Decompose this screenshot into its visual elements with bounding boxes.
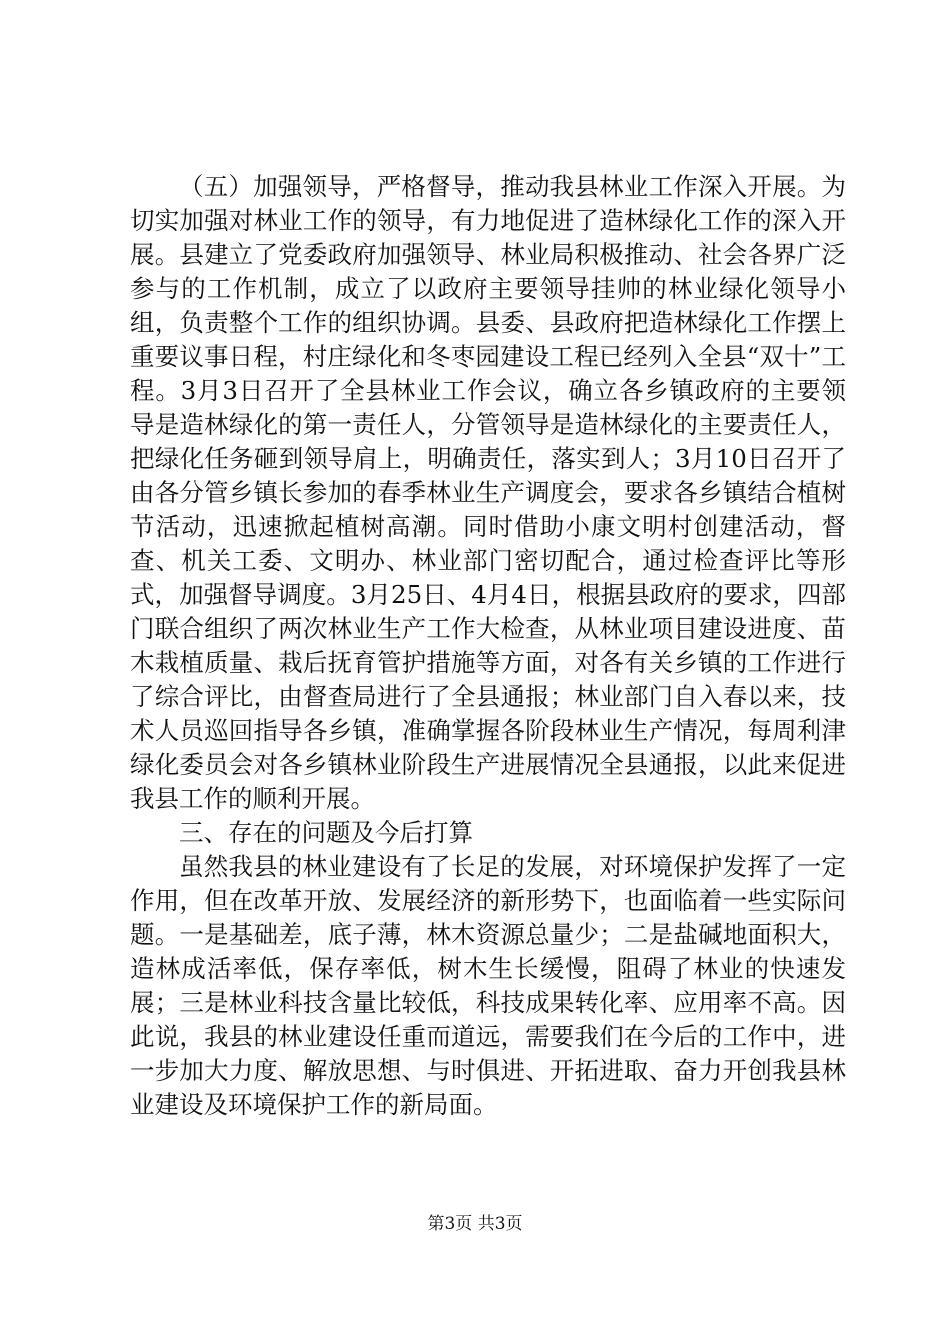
paragraph-problems: 虽然我县的林业建设有了长足的发展，对环境保护发挥了一定作用，但在改革开放、发展经济的新形势下，也面临着一些实际问题。一是基础差，底子薄，林木资源总量少；二是盐碱地面积大，造林成活率低，保存率低，树木生长缓慢，阻碍了林业的快速发展；三是林业科技含量比较低，科技成果转化率、应用率不高。因此说，我县的林业建设任重而道远，需要我们在今后的工作中，进一步加大力度、解放思想、与时俱进、开拓进取、奋力开创我县林业建设及环境保护工作的新局面。 [130,852,846,1119]
section-heading-problems: 三、存在的问题及今后打算 [179,818,473,847]
page-footer: 第3页 共3页 [427,1214,523,1234]
document-body [130,170,846,1122]
paragraph-leadership: （五）加强领导，严格督导，推动我县林业工作深入开展。为切实加强对林业工作的领导，有力地促进了造林绿化工作的深入开展。县建立了党委政府加强领导、林业局积极推动、社会各界广泛参与的工作机制，成立了以政府主要领导挂帅的林业绿化领导小组，负责整个工作的组织协调。县委、县政府把造林绿化工作摆上重要议事日程，村庄绿化和冬枣园建设工程已经列入全县“双十”工程。3月3日召开了全县林业工作会议，确立各乡镇政府的主要领导是造林绿化的第一责任人，分管领导是造林绿化的主要责任人，把绿化任务砸到领导肩上，明确责任，落实到人；3月10日召开了由各分管乡镇长参加的春季林业生产调度会，要求各乡镇结合植树节活动，迅速掀起植树高潮。同时借助小康文明村创建活动，督查、机关工委、文明办、林业部门密切配合，通过检查评比等形式，加强督导调度。3月25日、4月4日，根据县政府的要求，四部门联合组织了两次林业生产工作大检查，从林业项目建设进度、苗木栽植质量、栽后抚育管护措施等方面，对各有关乡镇的工作进行了综合评比，由督查局进行了全县通报；林业部门自入春以来，技术人员巡回指导各乡镇，准确掌握各阶段林业生产情况，每周利津绿化委员会对各乡镇林业阶段生产进展情况全县通报，以此来促进我县工作的顺利开展。 [130,172,846,813]
